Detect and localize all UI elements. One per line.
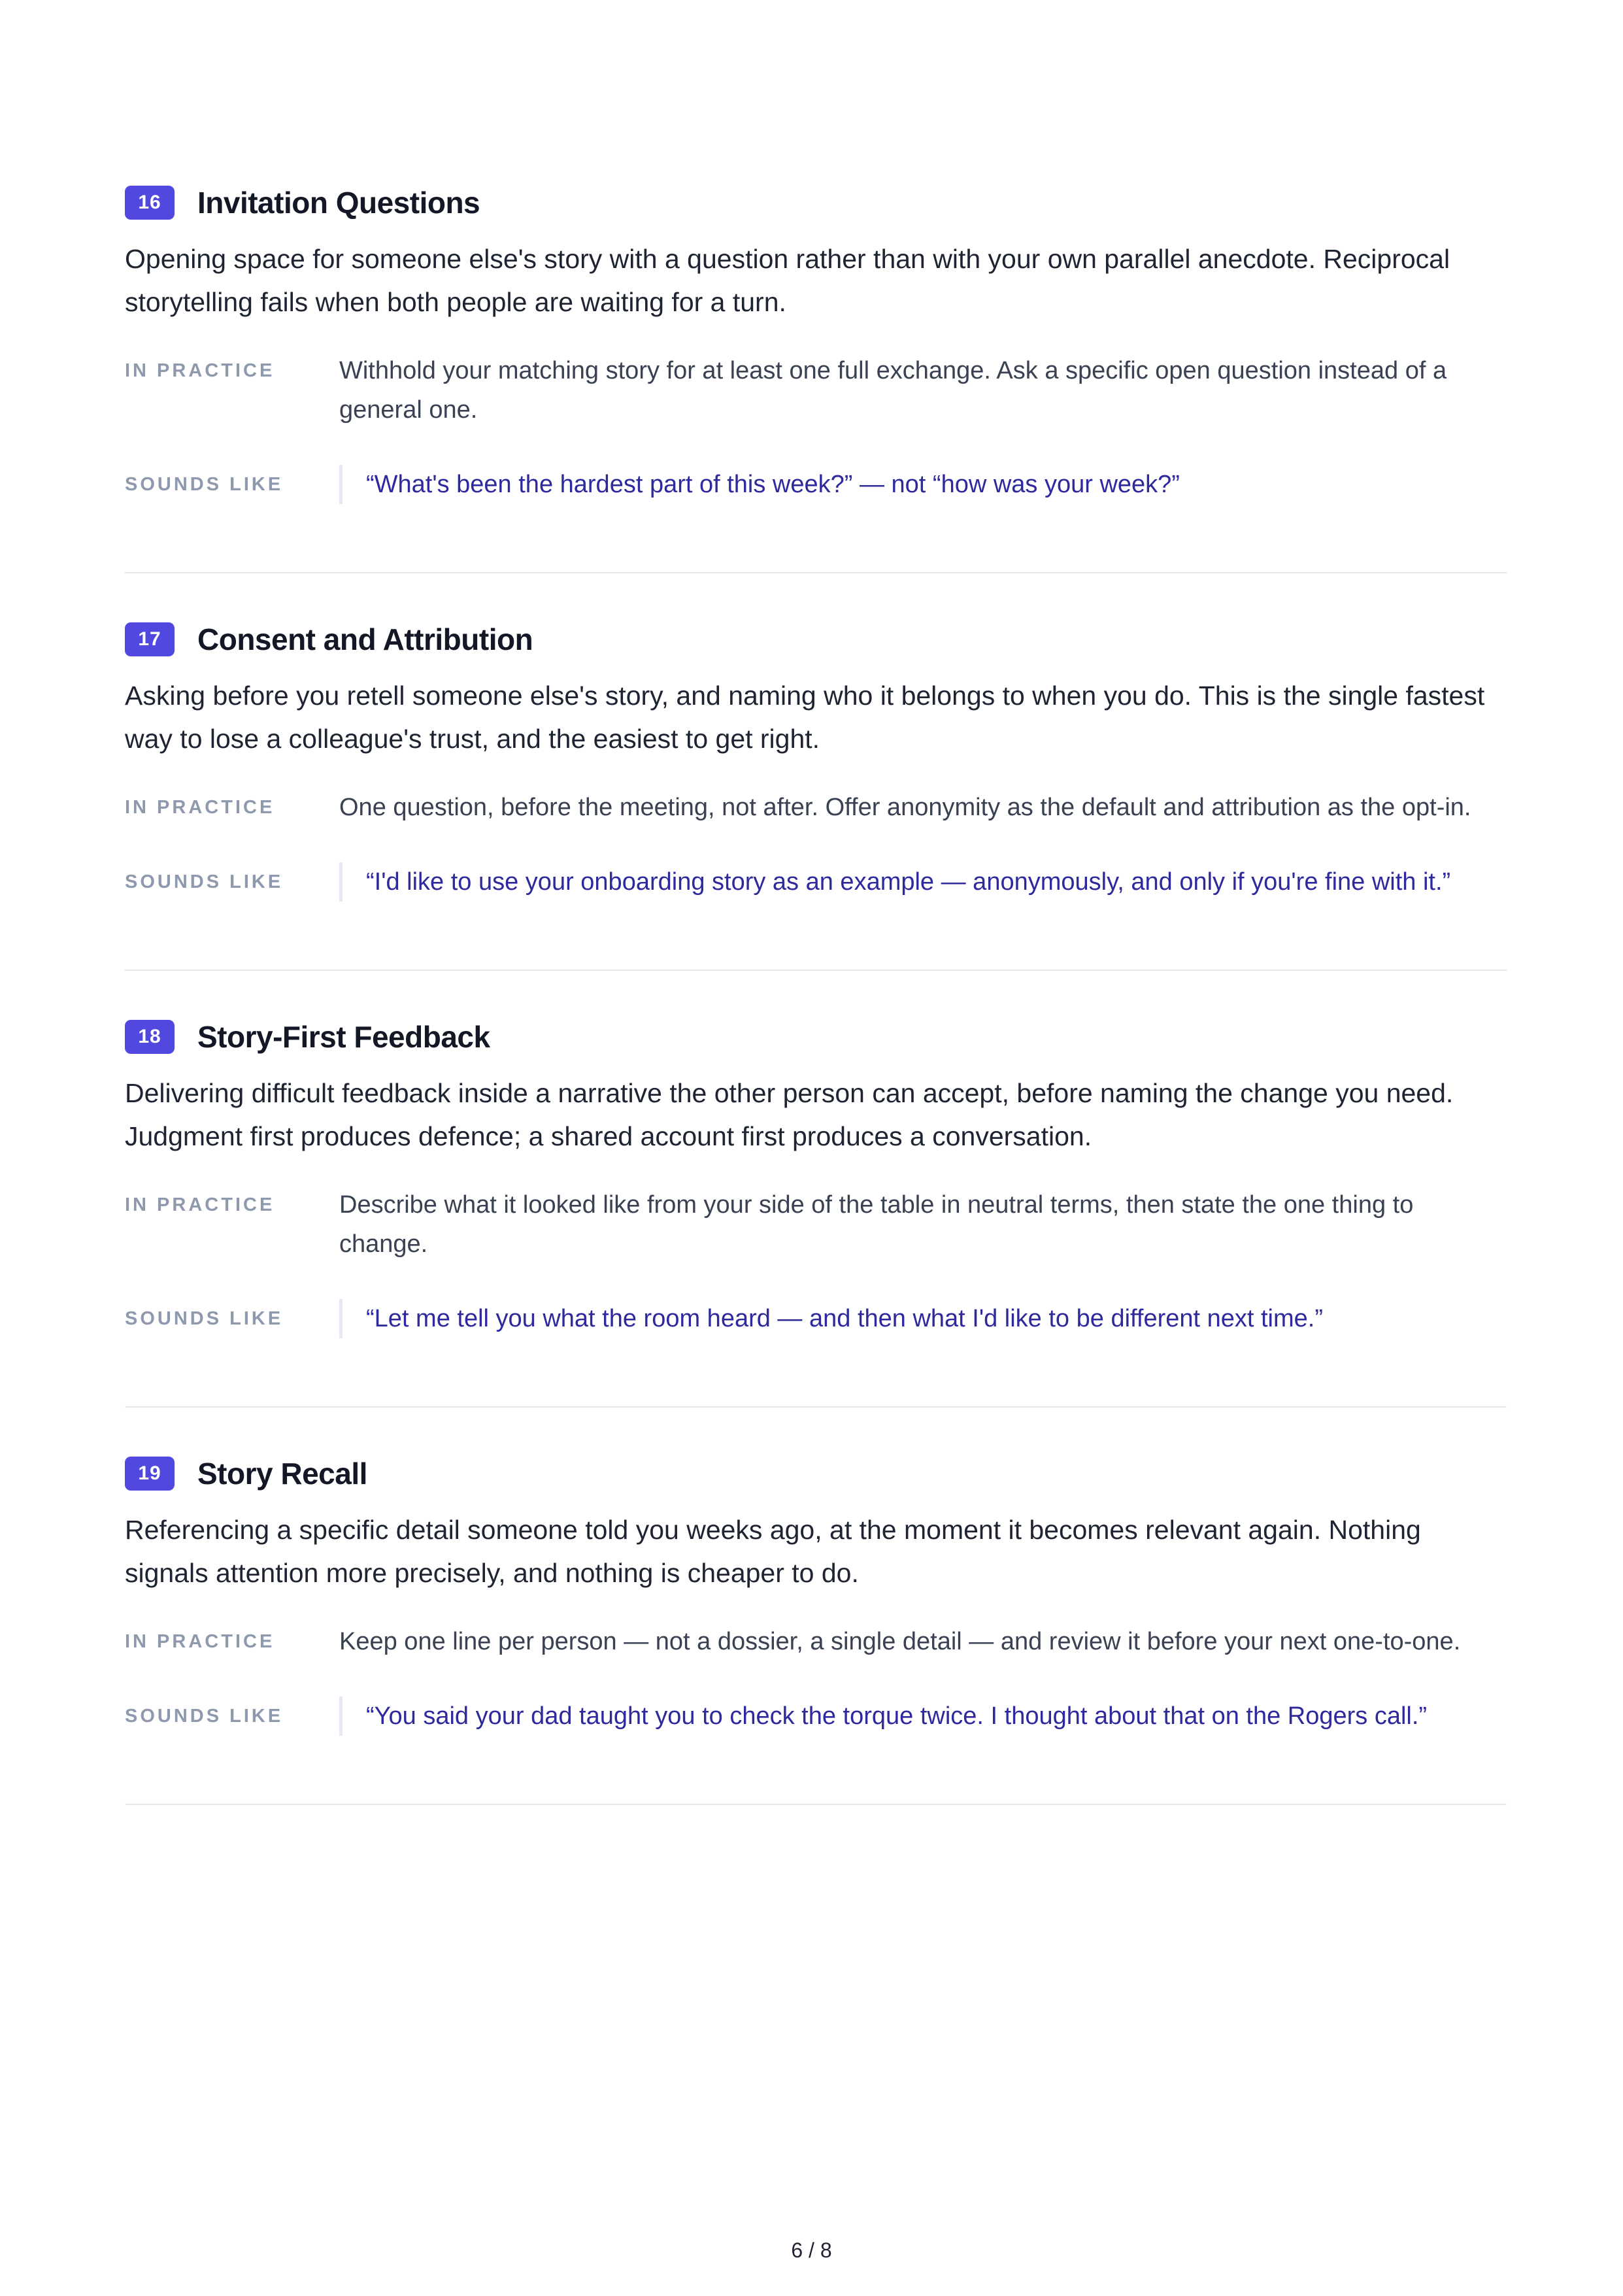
entry-number-badge: 19	[125, 1457, 175, 1491]
document-page	[125, 182, 1507, 1851]
sounds-like-row	[125, 1299, 1507, 1338]
entry-title: Invitation Questions	[197, 186, 480, 220]
entry-description: Opening space for someone else's story with a question rather than with your own parallel anecdote. Reciprocal storytelling fails when both people are waiting for a turn.	[125, 244, 1450, 317]
sounds-like-label: SOUNDS LIKE	[125, 474, 284, 495]
entry-consent-and-attribution	[125, 619, 1507, 971]
entry-header	[125, 1453, 1507, 1494]
entry-number-badge: 16	[125, 186, 175, 220]
page-number: 6 / 8	[791, 2238, 832, 2262]
entry-title: Story-First Feedback	[197, 1020, 490, 1054]
sounds-like-label: SOUNDS LIKE	[125, 1706, 284, 1727]
sounds-like-row	[125, 862, 1507, 902]
sounds-like-quote: “You said your dad taught you to check the torque twice. I thought about that on the Rogers call.”	[339, 1697, 1507, 1736]
entry-header	[125, 1017, 1507, 1057]
in-practice-label: IN PRACTICE	[125, 1631, 275, 1652]
in-practice-row	[125, 351, 1507, 430]
sounds-like-quote: “What's been the hardest part of this week?” — not “how was your week?”	[339, 465, 1507, 504]
sounds-like-quote: “I'd like to use your onboarding story as an example — anonymously, and only if you're fine with it.”	[339, 862, 1507, 902]
entry-header	[125, 182, 1507, 223]
entry-story-recall	[125, 1453, 1507, 1805]
entry-description: Delivering difficult feedback inside a narrative the other person can accept, before naming the change you need. Judgment first produces defence; a shared account first produces a conversation.	[125, 1078, 1454, 1151]
entry-title: Story Recall	[197, 1457, 367, 1491]
entry-title: Consent and Attribution	[197, 622, 533, 656]
sounds-like-quote: “Let me tell you what the room heard — and then what I'd like to be different next time.”	[339, 1299, 1507, 1338]
entry-description: Referencing a specific detail someone told you weeks ago, at the moment it becomes relevant again. Nothing signals attention more precisely, and nothing is cheaper to do.	[125, 1515, 1421, 1588]
entry-description: Asking before you retell someone else's story, and naming who it belongs to when you do. This is the single fastest way to lose a colleague's trust, and the easiest to get right.	[125, 681, 1485, 754]
sounds-like-label: SOUNDS LIKE	[125, 1308, 284, 1329]
sounds-like-label: SOUNDS LIKE	[125, 871, 284, 892]
in-practice-text: Describe what it looked like from your side of the table in neutral terms, then state the one thing to change.	[339, 1191, 1414, 1258]
entry-number-badge: 18	[125, 1020, 175, 1054]
in-practice-text: One question, before the meeting, not after. Offer anonymity as the default and attribution as the opt-in.	[339, 794, 1471, 821]
in-practice-row	[125, 788, 1507, 827]
sounds-like-row	[125, 1697, 1507, 1736]
sounds-like-row	[125, 465, 1507, 504]
in-practice-text: Keep one line per person — not a dossier, a single detail — and review it before your next one-to-one.	[339, 1628, 1461, 1655]
in-practice-row	[125, 1185, 1507, 1264]
entry-invitation-questions	[125, 182, 1507, 573]
in-practice-label: IN PRACTICE	[125, 797, 275, 818]
in-practice-label: IN PRACTICE	[125, 1194, 275, 1215]
in-practice-text: Withhold your matching story for at least one full exchange. Ask a specific open question instead of a general one.	[339, 357, 1447, 424]
in-practice-label: IN PRACTICE	[125, 360, 275, 381]
entry-number-badge: 17	[125, 622, 175, 656]
entry-header	[125, 619, 1507, 660]
entry-story-first-feedback	[125, 1017, 1507, 1408]
in-practice-row	[125, 1622, 1507, 1661]
